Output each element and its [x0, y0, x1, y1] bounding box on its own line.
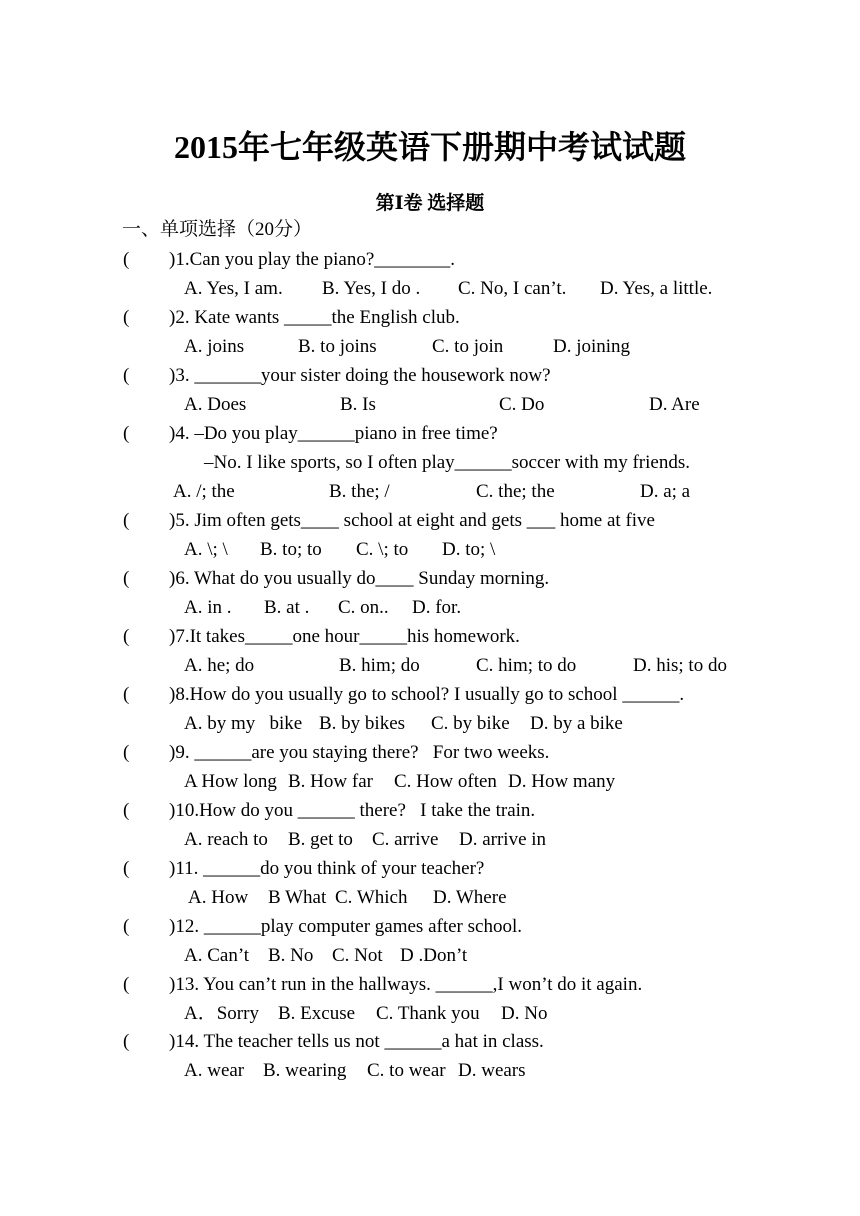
question-stem: )7.It takes_____one hour_____his homework. — [169, 626, 520, 647]
option-d: D. Where — [433, 887, 507, 908]
option-d: D. Yes, a little. — [600, 278, 713, 299]
question-stem: )9. ______are you staying there? For two weeks. — [169, 742, 550, 763]
option-b: B. wearing — [263, 1060, 347, 1081]
question-12 — [123, 915, 522, 939]
question-6 — [123, 567, 549, 591]
option-b: B. the; / — [329, 481, 390, 502]
option-a: A. How — [188, 887, 249, 908]
question-13 — [123, 973, 642, 997]
option-c: C. on.. — [338, 597, 389, 618]
question-stem: )10.How do you ______ there? I take the train. — [169, 800, 536, 821]
option-c: C. him; to do — [476, 655, 577, 676]
question-4-reply: –No. I like sports, so I often play______soccer with my friends. — [204, 452, 690, 473]
option-a: A. joins — [184, 336, 245, 357]
question-stem: )8.How do you usually go to school? I usually go to school ______. — [169, 684, 685, 705]
option-a: A. by my bike — [184, 713, 303, 734]
option-c: C. arrive — [372, 829, 439, 850]
question-10 — [123, 799, 535, 823]
question-stem: )13. You can’t run in the hallways. ______,I won’t do it again. — [169, 974, 643, 995]
option-d: D. How many — [508, 771, 616, 792]
question-stem: )11. ______do you think of your teacher? — [169, 858, 485, 879]
question-2 — [123, 306, 460, 330]
answer-blank: ( — [123, 684, 130, 705]
option-d: D. to; \ — [442, 539, 496, 560]
option-b: B. get to — [288, 829, 353, 850]
option-a: A. Yes, I am. — [184, 278, 283, 299]
option-a: A. he; do — [184, 655, 255, 676]
question-8 — [123, 683, 684, 707]
option-a: A How long — [184, 771, 277, 792]
answer-blank: ( — [123, 568, 130, 589]
option-a: A. reach to — [184, 829, 268, 850]
option-b: B. him; do — [339, 655, 420, 676]
option-b: B. to joins — [298, 336, 377, 357]
answer-blank: ( — [123, 626, 130, 647]
question-stem: )2. Kate wants _____the English club. — [169, 307, 460, 328]
option-b: B. Yes, I do . — [322, 278, 421, 299]
answer-blank: ( — [123, 858, 130, 879]
question-3 — [123, 364, 551, 388]
answer-blank: ( — [123, 800, 130, 821]
question-14 — [123, 1030, 544, 1054]
option-c: C. Thank you — [376, 1003, 480, 1024]
answer-blank: ( — [123, 307, 130, 328]
answer-blank: ( — [123, 916, 130, 937]
option-c: C. the; the — [476, 481, 555, 502]
page-title: 2015年七年级英语下册期中考试试题 — [173, 129, 686, 165]
question-1 — [123, 248, 455, 272]
option-a: A. \; \ — [184, 539, 228, 560]
option-c: C. Which — [335, 887, 408, 908]
question-stem: )1.Can you play the piano?________. — [169, 249, 456, 270]
option-b: B What — [268, 887, 327, 908]
option-a: A. Does — [184, 394, 247, 415]
option-a: A. wear — [184, 1060, 245, 1081]
answer-blank: ( — [123, 1031, 130, 1052]
option-c: C. Do — [499, 394, 545, 415]
question-5 — [123, 509, 655, 533]
option-b: B. How far — [288, 771, 373, 792]
answer-blank: ( — [123, 365, 130, 386]
question-stem: )5. Jim often gets____ school at eight and gets ___ home at five — [169, 510, 655, 531]
option-a: A．Sorry — [184, 1003, 259, 1024]
option-c: C. \; to — [356, 539, 409, 560]
question-stem: )14. The teacher tells us not ______a hat in class. — [169, 1031, 544, 1052]
part-title: 第Ⅰ卷 选择题 — [375, 193, 485, 214]
question-stem: )12. ______play computer games after school. — [169, 916, 522, 937]
option-b: B. No — [268, 945, 314, 966]
option-d: D. joining — [553, 336, 631, 357]
option-c: C. No, I can’t. — [458, 278, 567, 299]
section-heading: 一、单项选择（20分） — [122, 219, 313, 240]
option-b: B. Is — [340, 394, 376, 415]
answer-blank: ( — [123, 249, 130, 270]
option-a: A. Can’t — [184, 945, 250, 966]
option-d: D. a; a — [640, 481, 691, 502]
option-a: A. in . — [184, 597, 232, 618]
option-b: B. Excuse — [278, 1003, 356, 1024]
answer-blank: ( — [123, 974, 130, 995]
question-stem: )4. –Do you play______piano in free time? — [169, 423, 498, 444]
option-b: B. to; to — [260, 539, 322, 560]
answer-blank: ( — [123, 423, 130, 444]
option-c: C. to join — [432, 336, 504, 357]
question-4 — [123, 422, 498, 446]
option-b: B. at . — [264, 597, 310, 618]
option-b: B. by bikes — [319, 713, 406, 734]
question-stem: )3. _______your sister doing the housework now? — [169, 365, 551, 386]
answer-blank: ( — [123, 742, 130, 763]
option-a: A. /; the — [173, 481, 235, 502]
question-9 — [123, 741, 549, 765]
option-d: D .Don’t — [400, 945, 468, 966]
option-c: C. by bike — [431, 713, 510, 734]
question-11 — [123, 857, 484, 881]
option-d: D. for. — [412, 597, 462, 618]
option-d: D. by a bike — [530, 713, 623, 734]
option-d: D. Are — [649, 394, 700, 415]
option-d: D. his; to do — [633, 655, 727, 676]
option-d: D. arrive in — [459, 829, 547, 850]
question-7 — [123, 625, 520, 649]
question-stem: )6. What do you usually do____ Sunday morning. — [169, 568, 550, 589]
option-c: C. to wear — [367, 1060, 446, 1081]
option-c: C. Not — [332, 945, 383, 966]
option-c: C. How often — [394, 771, 497, 792]
answer-blank: ( — [123, 510, 130, 531]
option-d: D. wears — [458, 1060, 526, 1081]
option-d: D. No — [501, 1003, 548, 1024]
